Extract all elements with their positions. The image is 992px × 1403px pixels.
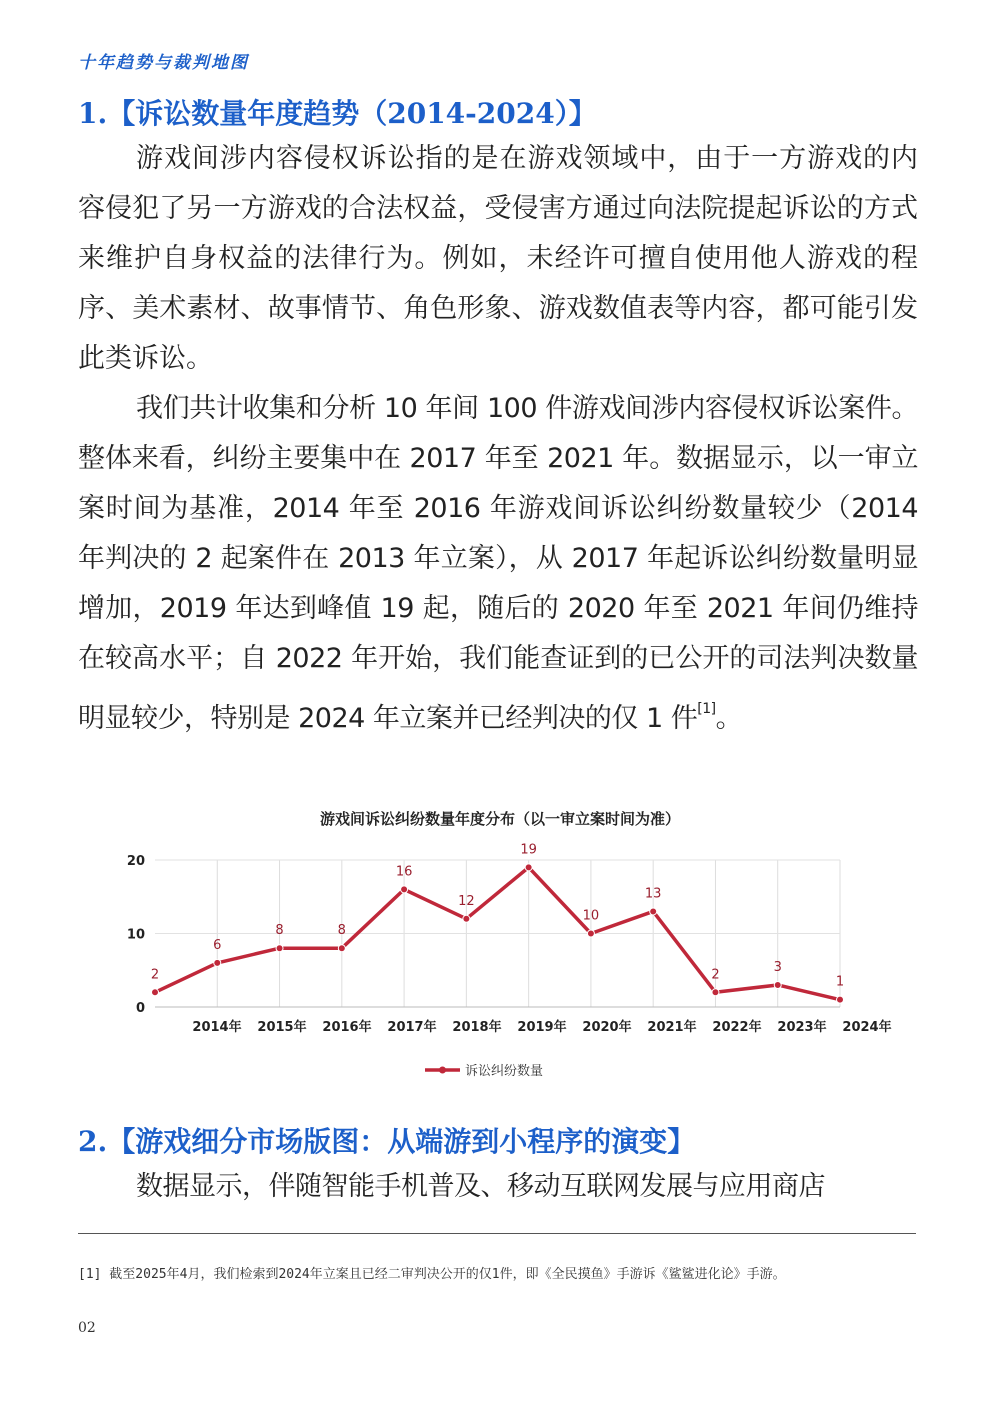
data-label: 6	[213, 937, 222, 953]
data-label: 10	[582, 908, 600, 924]
x-tick-label: 2019年	[517, 1020, 567, 1035]
data-label: 8	[275, 923, 284, 939]
running-head: 十年趋势与裁判地图	[78, 53, 249, 73]
section2-paragraph-1: 数据显示，伴随智能手机普及、移动互联网发展与应用商店	[136, 1171, 825, 1202]
data-label: 8	[337, 923, 346, 939]
data-point	[837, 996, 844, 1003]
section1-paragraph-1: 游戏间涉内容侵权诉讼指的是在游戏领域中，由于一方游戏的内容侵犯了另一方游戏的合法权益，受侵害方通过向法院提起诉讼的方式来维护自身权益的法律行为。例如，未经许可擅自使用他人游戏的程序、美术素材、故事情节、角色形象、游戏数值表等内容，都可能引发此类诉讼。	[78, 143, 918, 374]
chart	[120, 800, 892, 1090]
x-tick-label: 2023年	[777, 1020, 827, 1035]
footnote-ref[interactable]: [1]	[697, 701, 716, 717]
legend-marker	[439, 1067, 446, 1074]
x-tick-label: 2017年	[387, 1020, 437, 1035]
section1-paragraph-2-text: 我们共计收集和分析 10 年间 100 件游戏间涉内容侵权诉讼案件。整体来看，纠纷主要集中在 2017 年至 2021 年。数据显示，以一审立案时间为基准，2014 年至 2016 年游戏间诉讼纠纷数量较少（2014 年判决的 2 起案件在 2013 年立案），从 2017 年起诉讼纠纷数量明显增加，2019 年达到峰值 19 起，随后的 2020 年至 2021 年间仍维持在较高水平；自 2022 年开始，我们能查证到的已公开的司法判决数量明显较少，特别是 2024 年立案并已经判决的仅 1 件	[78, 393, 918, 734]
data-point	[774, 981, 781, 988]
section2-heading: 2.【游戏细分市场版图：从端游到小程序的演变】	[78, 1125, 696, 1158]
x-tick-label: 2018年	[452, 1020, 502, 1035]
section1-paragraph-2-end: 。	[715, 703, 743, 734]
section1-heading: 1.【诉讼数量年度趋势（2014-2024）】	[78, 97, 597, 130]
x-tick-label: 2014年	[192, 1020, 242, 1035]
x-tick-label: 2016年	[322, 1020, 372, 1035]
data-label: 13	[644, 886, 662, 902]
data-label: 1	[835, 974, 845, 990]
footnote: [1] 截至2025年4月，我们检索到2024年立案且已经二审判决公开的仅1件，即《全民摸鱼》手游诉《鲨鲨进化论》手游。	[78, 1267, 786, 1282]
data-point	[401, 886, 408, 893]
y-tick-label: 20	[126, 854, 145, 869]
y-tick-label: 10	[126, 927, 145, 943]
data-point	[152, 989, 159, 996]
x-tick-label: 2021年	[647, 1020, 697, 1035]
data-point	[525, 864, 532, 871]
legend-label: 诉讼纠纷数量	[465, 1064, 544, 1079]
data-point	[214, 959, 221, 966]
y-tick-label: 0	[135, 1001, 145, 1016]
x-tick-label: 2022年	[712, 1020, 762, 1035]
data-point	[712, 989, 719, 996]
x-tick-label: 2020年	[582, 1020, 632, 1035]
x-tick-label: 2024年	[842, 1020, 892, 1035]
page-number: 02	[78, 1320, 96, 1336]
data-label: 16	[395, 864, 413, 880]
data-label: 12	[458, 893, 475, 909]
line-chart	[120, 800, 892, 1090]
section1-paragraph-2	[78, 384, 918, 744]
x-tick-label: 2015年	[257, 1020, 307, 1035]
data-point	[338, 945, 345, 952]
data-label: 2	[711, 967, 720, 983]
data-point	[650, 908, 657, 915]
data-point	[587, 930, 594, 937]
chart-title: 游戏间诉讼纠纷数量年度分布（以一审立案时间为准）	[319, 810, 681, 828]
footnote-divider	[78, 1233, 916, 1234]
data-point	[276, 945, 283, 952]
data-point	[463, 915, 470, 922]
data-label: 3	[773, 959, 782, 975]
data-label: 19	[520, 842, 537, 858]
data-label: 2	[150, 967, 160, 983]
